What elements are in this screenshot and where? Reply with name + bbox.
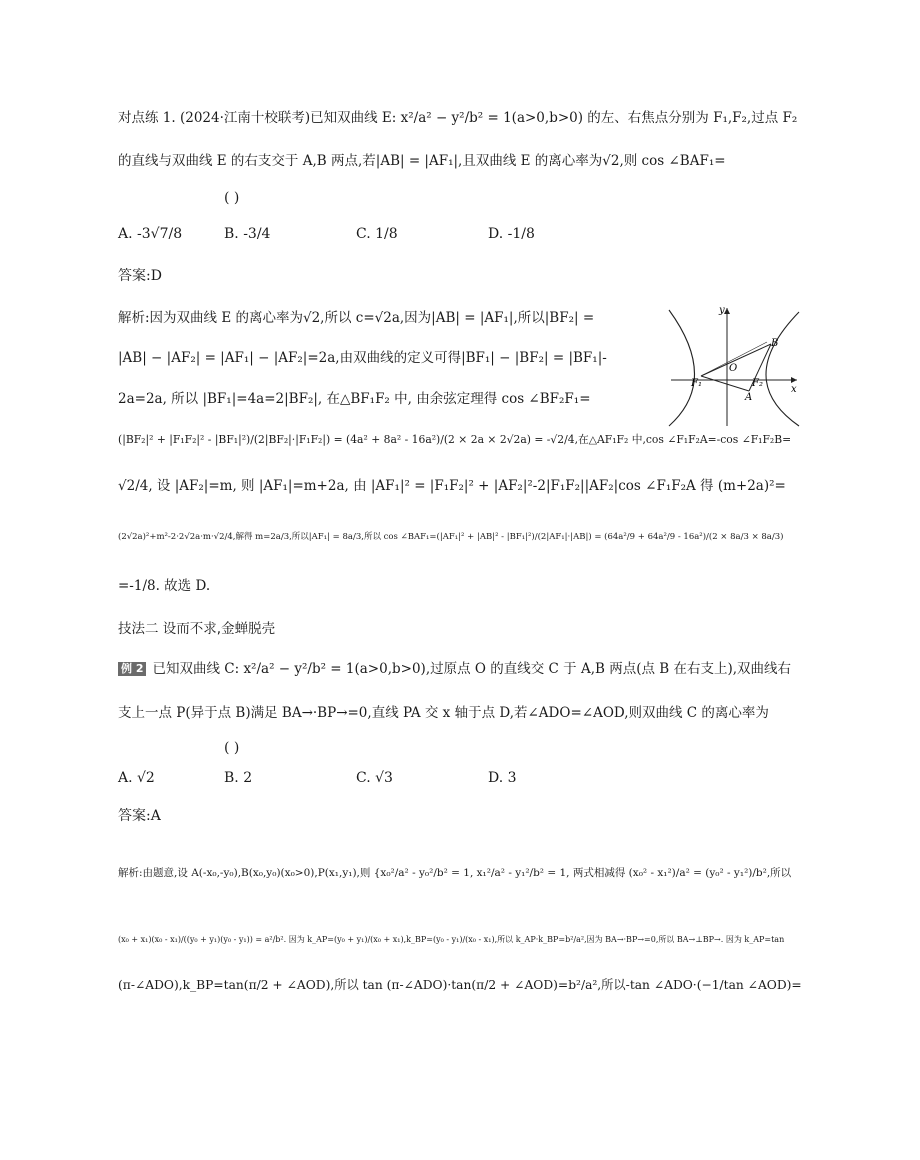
label-a: A	[745, 392, 753, 403]
practice-option-b: B. -3/4	[224, 226, 271, 242]
method-heading: 技法二 设而不求,金蝉脱壳	[118, 621, 276, 637]
label-o: O	[729, 363, 738, 374]
practice-solution-line-2: |AB| − |AF₂| = |AF₁| − |AF₂|=2a,由双曲线的定义可得|BF₁| − |BF₂| = |BF₁|-	[118, 350, 607, 366]
x-axis-arrow	[791, 377, 797, 383]
practice-option-c: C. 1/8	[356, 226, 398, 242]
example-question-line-2: 支上一点 P(异于点 B)满足 BA→·BP→=0,直线 PA 交 x 轴于点 D,若∠ADO=∠AOD,则双曲线 C 的离心率为	[118, 705, 769, 721]
practice-question-line-2: 的直线与双曲线 E 的右支交于 A,B 两点,若|AB| = |AF₁|,且双曲线 E 的离心率为√2,则 cos ∠BAF₁=	[118, 153, 726, 169]
example-option-a: A. √2	[118, 770, 155, 786]
label-f1: F₁	[691, 378, 702, 389]
practice-solution-line-3: 2a=2a, 所以 |BF₁|=4a=2|BF₂|, 在△BF₁F₂ 中, 由余弦定理得 cos ∠BF₂F₁=	[118, 391, 591, 407]
example-question-line-1	[118, 659, 802, 679]
practice-question-line-1: 对点练 1. (2024·江南十校联考)已知双曲线 E: x²/a² − y²/b² = 1(a>0,b>0) 的左、右焦点分别为 F₁,F₂,过点 F₂	[118, 110, 798, 126]
segment-f1-a	[701, 376, 749, 391]
y-axis-arrow	[724, 308, 730, 314]
hyperbola-right-branch	[766, 312, 799, 426]
example-question-text-1: 已知双曲线 C: x²/a² − y²/b² = 1(a>0,b>0),过原点 O 的直线交 C 于 A,B 两点(点 B 在右支上),双曲线右	[152, 661, 792, 677]
practice-answer-blank: ( )	[224, 190, 240, 206]
hyperbola-figure	[665, 302, 805, 430]
practice-solution-line-7: =-1/8. 故选 D.	[118, 578, 211, 594]
example-solution-line-3: (π-∠ADO),k_BP=tan(π/2 + ∠AOD),所以 tan (π-∠ADO)·tan(π/2 + ∠AOD)=b²/a²,所以-tan ∠ADO·(−1/tan ∠AOD)=	[118, 978, 802, 992]
label-x: x	[791, 384, 797, 395]
practice-solution-line-4: (|BF₂|² + |F₁F₂|² - |BF₁|²)/(2|BF₂|·|F₁F₂|) = (4a² + 8a² - 16a²)/(2 × 2a × 2√2a) = -√2/4,在△AF₁F₂ 中,cos ∠F₁F₂A=-cos ∠F₁F₂B=	[118, 433, 792, 446]
example-solution-line-1: 解析:由题意,设 A(-x₀,-y₀),B(x₀,y₀)(x₀>0),P(x₁,y₁),则 {x₀²/a² - y₀²/b² = 1, x₁²/a² - y₁²/b² = 1, 两式相减得 (x₀² - x₁²)/a² = (y₀² - y₁²)/b²,所以	[118, 867, 792, 879]
example-answer: 答案:A	[118, 808, 161, 824]
label-f2: F₂	[752, 378, 763, 389]
example-solution-line-2: (x₀ + x₁)(x₀ - x₁)/((y₀ + y₁)(y₀ - y₁)) = a²/b². 因为 k_AP=(y₀ + y₁)/(x₀ + x₁),k_BP=(y₀ - y₁)/(x₀ - x₁),所以 k_AP·k_BP=b²/a²,因为 BA→·BP→=0,所以 BA→⊥BP→. 因为 k_AP=tan	[118, 935, 785, 944]
practice-option-d: D. -1/8	[488, 226, 535, 242]
example-badge: 例 2	[118, 662, 146, 676]
practice-solution-line-1: 解析:因为双曲线 E 的离心率为√2,所以 c=√2a,因为|AB| = |AF₁|,所以|BF₂| =	[118, 310, 595, 326]
example-answer-blank: ( )	[224, 740, 240, 756]
example-option-c: C. √3	[356, 770, 393, 786]
practice-solution-line-5: √2/4, 设 |AF₂|=m, 则 |AF₁|=m+2a, 由 |AF₁|² = |F₁F₂|² + |AF₂|²-2|F₁F₂||AF₂|cos ∠F₁F₂A 得 (m+2a)²=	[118, 478, 786, 494]
example-option-d: D. 3	[488, 770, 517, 786]
example-option-b: B. 2	[224, 770, 253, 786]
hyperbola-left-branch	[669, 310, 695, 426]
practice-answer: 答案:D	[118, 268, 162, 284]
practice-solution-line-6: (2√2a)²+m²-2·2√2a·m·√2/4,解得 m=2a/3,所以|AF₁| = 8a/3,所以 cos ∠BAF₁=(|AF₁|² + |AB|² - |BF₁|²)/(2|AF₁|·|AB|) = (64a²/9 + 64a²/9 - 16a²)/(2 × 8a/3 × 8a/3)	[118, 532, 784, 542]
label-b: B	[771, 338, 779, 349]
practice-option-a: A. -3√7/8	[118, 226, 183, 242]
label-y: y	[719, 305, 725, 316]
